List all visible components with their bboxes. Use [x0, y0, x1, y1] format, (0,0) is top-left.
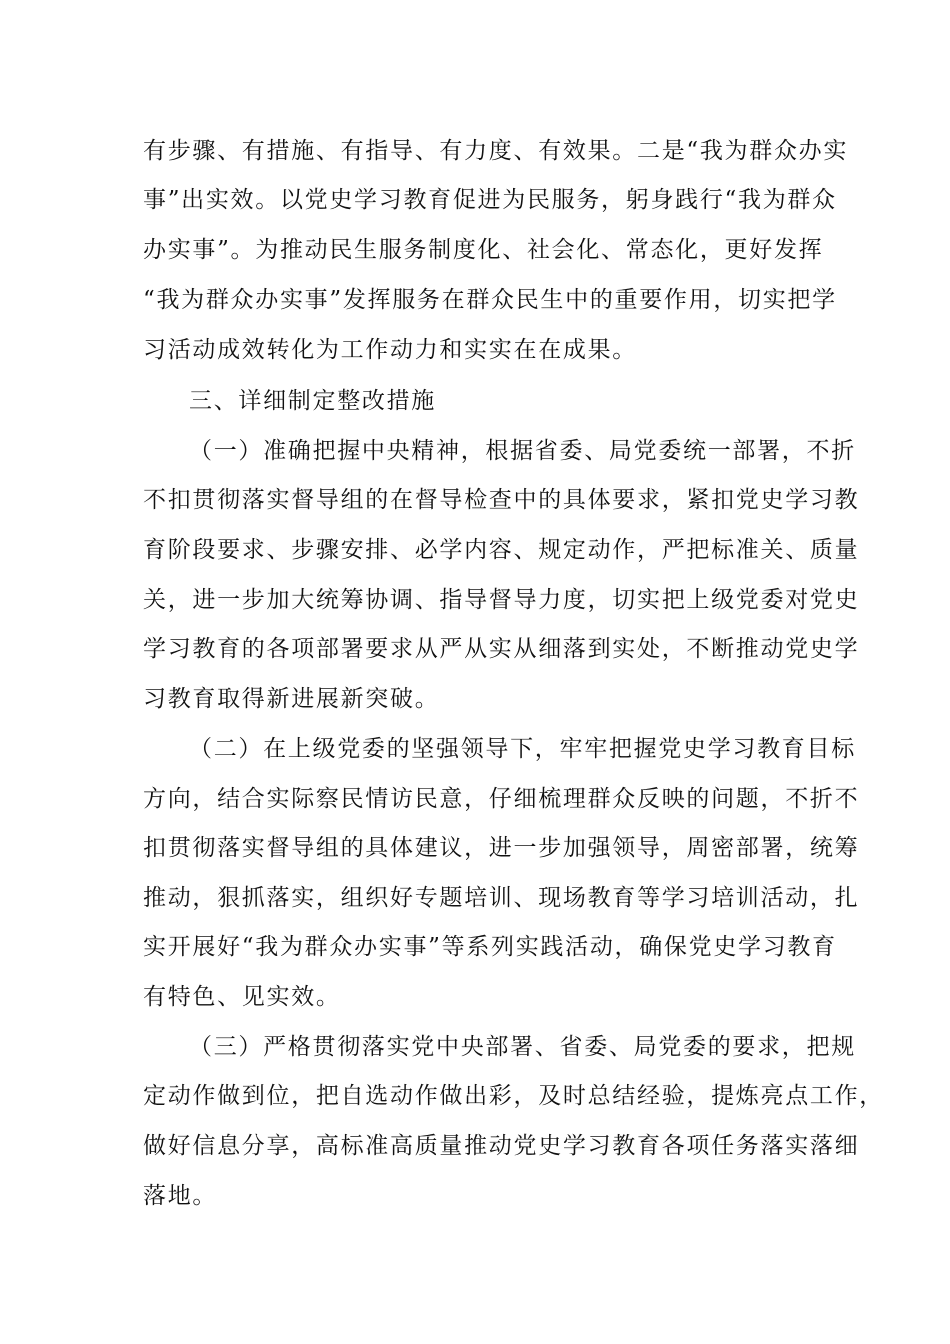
paragraph-line: 育阶段要求、步骤安排、必学内容、规定动作，严把标准关、质量 — [143, 537, 860, 563]
paragraph-line: 有特色、见实效。 — [143, 984, 341, 1010]
paragraph-line: 做好信息分享，高标准高质量推动党史学习教育各项任务落实落细 — [143, 1133, 860, 1159]
paragraph-line: 落地。 — [143, 1183, 218, 1209]
paragraph-line: 关，进一步加大统筹协调、指导督导力度，切实把上级党委对党史 — [143, 587, 860, 613]
paragraph-line: 实开展好“我为群众办实事”等系列实践活动，确保党史学习教育 — [143, 934, 837, 960]
paragraph-line: 方向，结合实际察民情访民意，仔细梳理群众反映的问题，不折不 — [143, 786, 860, 812]
paragraph-line: 习活动成效转化为工作动力和实实在在成果。 — [143, 337, 637, 363]
paragraph-line: 事”出实效。以党史学习教育促进为民服务，躬身践行“我为群众 — [143, 187, 837, 213]
paragraph-line: （一）准确把握中央精神，根据省委、局党委统一部署，不折 — [189, 438, 856, 464]
paragraph-line: 学习教育的各项部署要求从严从实从细落到实处，不断推动党史学 — [143, 636, 860, 662]
paragraph-line: 推动，狠抓落实，组织好专题培训、现场教育等学习培训活动，扎 — [143, 885, 860, 911]
paragraph-line: 扣贯彻落实督导组的具体建议，进一步加强领导，周密部署，统筹 — [143, 835, 860, 861]
section-heading: 三、详细制定整改措施 — [189, 388, 436, 414]
paragraph-line: 有步骤、有措施、有指导、有力度、有效果。二是“我为群众办实 — [143, 138, 849, 164]
paragraph-line: 定动作做到位，把自选动作做出彩，及时总结经验，提炼亮点工作， — [143, 1083, 884, 1109]
paragraph-line: 办实事”。为推动民生服务制度化、社会化、常态化，更好发挥 — [143, 237, 824, 263]
paragraph-line: （三）严格贯彻落实党中央部署、省委、局党委的要求，把规 — [189, 1034, 856, 1060]
paragraph-line: 不扣贯彻落实督导组的在督导检查中的具体要求，紧扣党史学习教 — [143, 487, 860, 513]
paragraph-line: 习教育取得新进展新突破。 — [143, 686, 440, 712]
paragraph-line: “我为群众办实事”发挥服务在群众民生中的重要作用，切实把学 — [143, 287, 837, 313]
paragraph-line: （二）在上级党委的坚强领导下，牢牢把握党史学习教育目标 — [189, 736, 856, 762]
